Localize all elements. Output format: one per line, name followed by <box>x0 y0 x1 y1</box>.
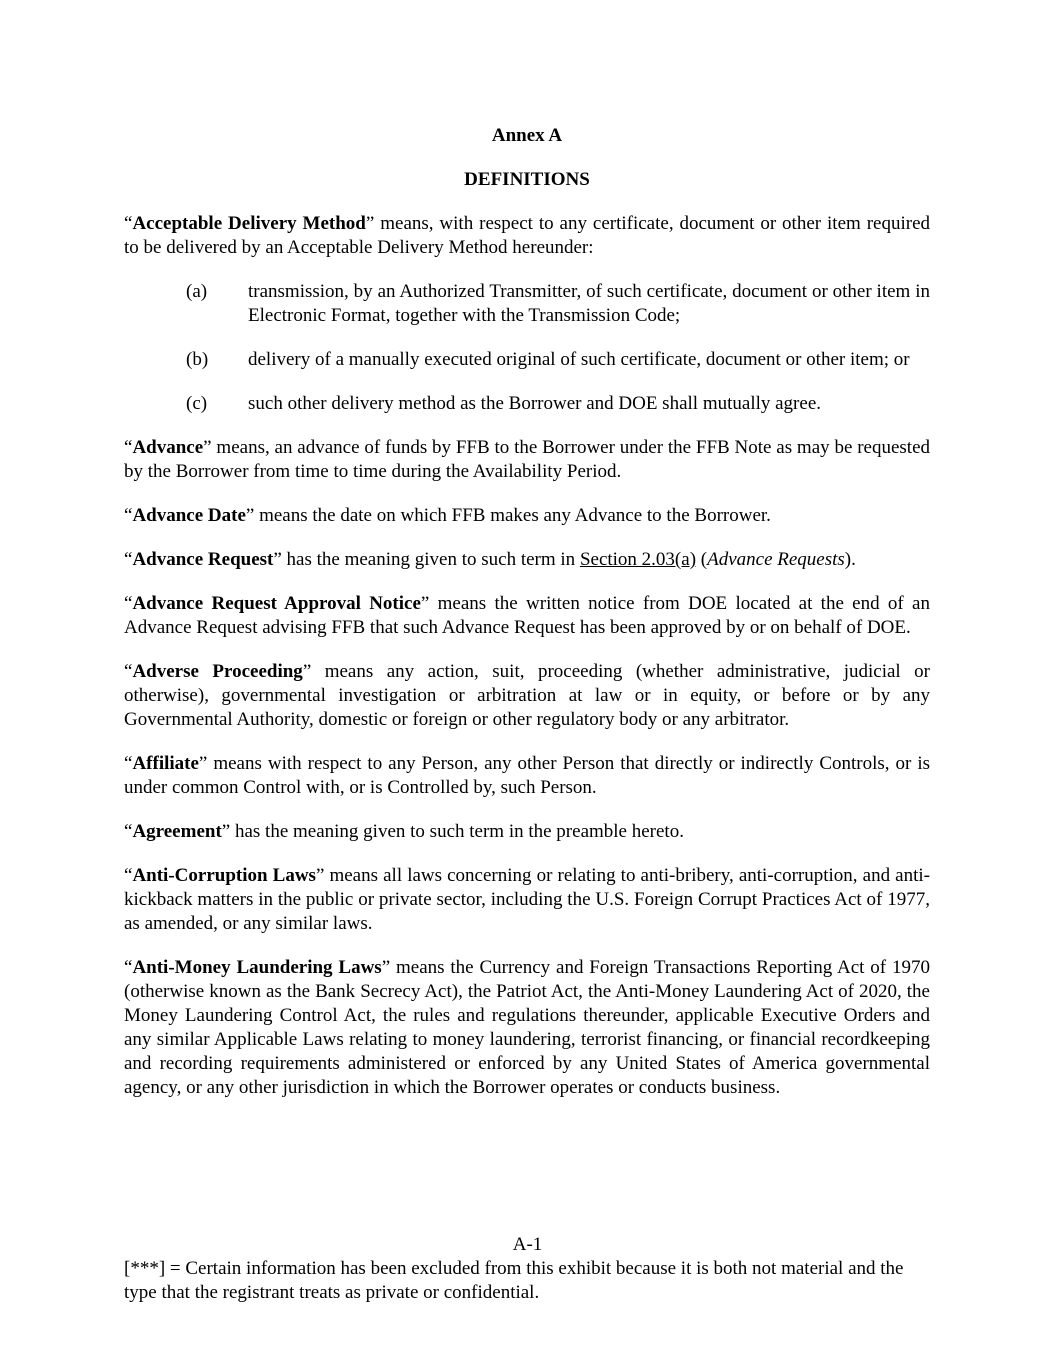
list-item-c <box>124 392 930 416</box>
definition-affiliate: “Affiliate” means with respect to any Person, any other Person that directly or indirectly Controls, or is under common Control with, or is Controlled by, such Person. <box>124 753 930 798</box>
definition-advance-request: “Advance Request” has the meaning given to such term in Section 2.03(a) (Advance Requests). <box>124 549 856 570</box>
definition-anti-money-laundering-laws: “Anti-Money Laundering Laws” means the Currency and Foreign Transactions Reporting Act of 1970 (otherwise known as the Bank Secrecy Act), the Patriot Act, the Anti-Money Laundering Act of 2020, the Money Laundering Control Act, the rules and regulations thereunder, applicable Executive Orders and any similar Applicable Laws relating to money laundering, terrorist financing, or financial recordkeeping and recording requirements administered or enforced by any United States of America governmental agency, or any other jurisdiction in which the Borrower operates or conducts business. <box>124 957 930 1098</box>
section-reference-link[interactable]: Section 2.03(a) <box>579 549 697 570</box>
definition-adverse-proceeding: “Adverse Proceeding” means any action, suit, proceeding (whether administrative, judicial or otherwise), governmental investigation or arbitration at law or in equity, or before or by any Governmental Authority, domestic or foreign or other regulatory body or any arbitrator. <box>124 661 931 730</box>
list-text: delivery of a manually executed original of such certificate, document or other item; or <box>248 349 910 370</box>
term: Anti-Money Laundering Laws <box>132 957 382 978</box>
definition-anti-corruption-laws: “Anti-Corruption Laws” means all laws concerning or relating to anti-bribery, anti-corruption, and anti-kickback matters in the public or private sector, including the U.S. Foreign Corrupt Practices Act of 1977, as amended, or any similar laws. <box>124 865 930 934</box>
list-label: (b) <box>186 349 209 370</box>
definition-acceptable-delivery-method: “Acceptable Delivery Method” means, with respect to any certificate, document or other item required to be delivered by an Acceptable Delivery Method hereunder: <box>124 213 930 258</box>
term: Adverse Proceeding <box>132 661 303 682</box>
list-text: transmission, by an Authorized Transmitter, of such certificate, document or other item in Electronic Format, together with the Transmission Code; <box>248 281 930 326</box>
list-label: (c) <box>186 393 208 414</box>
definition-advance-request-approval-notice: “Advance Request Approval Notice” means the written notice from DOE located at the end of an Advance Request advising FFB that such Advance Request has been approved by or on behalf of DOE. <box>124 593 930 638</box>
term: Anti-Corruption Laws <box>132 865 316 886</box>
document-page <box>124 124 930 1120</box>
section-title: DEFINITIONS <box>464 169 590 190</box>
term: Agreement <box>132 821 222 842</box>
annex-title: Annex A <box>491 125 563 146</box>
definition-advance: “Advance” means, an advance of funds by FFB to the Borrower under the FFB Note as may be requested by the Borrower from time to time during the Availability Period. <box>124 437 930 482</box>
term: Advance Request <box>132 549 274 570</box>
redaction-footnote: [***] = Certain information has been excluded from this exhibit because it is both not material and the type that the registrant treats as private or confidential. <box>124 1258 904 1303</box>
definition-agreement: “Agreement” has the meaning given to such term in the preamble hereto. <box>124 821 684 842</box>
list-text: such other delivery method as the Borrower and DOE shall mutually agree. <box>248 393 821 414</box>
list-item-b <box>124 348 930 372</box>
term: Acceptable Delivery Method <box>132 213 366 234</box>
list-label: (a) <box>186 281 208 302</box>
term: Advance Date <box>132 505 246 526</box>
list-item-a <box>124 280 930 328</box>
section-reference-title: Advance Requests <box>707 549 845 570</box>
term: Advance <box>132 437 204 458</box>
term: Advance Request Approval Notice <box>132 593 421 614</box>
term: Affiliate <box>132 753 199 774</box>
definition-advance-date: “Advance Date” means the date on which FFB makes any Advance to the Borrower. <box>124 505 771 526</box>
page-number: A-1 <box>512 1234 543 1255</box>
